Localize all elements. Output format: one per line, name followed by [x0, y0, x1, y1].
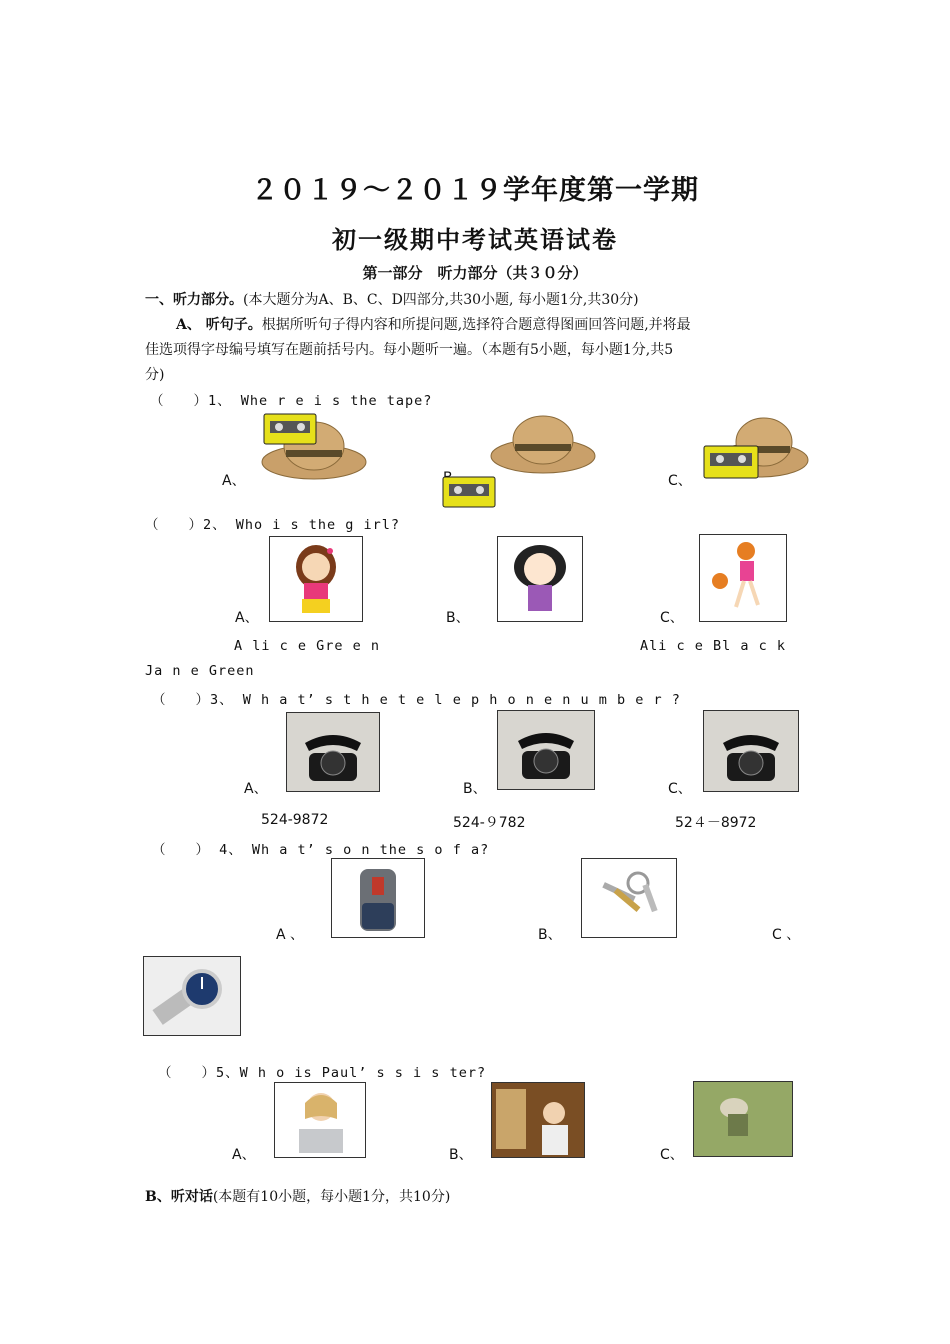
q3-caption-b: 524-９782 [453, 815, 526, 831]
q4-image-a-backpack [331, 858, 425, 938]
question-2: （ ）2、 Who i s the g irl? [145, 517, 401, 533]
question-4: （ ） 4、 Wh a t’ s o n the s o f a? [152, 842, 490, 858]
sectionB-line [145, 1186, 450, 1206]
q3-option-c: C、 [668, 781, 692, 797]
q2-option-c: C、 [660, 610, 684, 626]
keys-icon [582, 859, 676, 937]
q5-image-c-person-grass [693, 1081, 793, 1157]
q2-caption-c: Ja n e Green [145, 663, 255, 679]
q2-option-a: A、 [235, 610, 259, 626]
q3-image-a-telephone [286, 712, 380, 792]
question-3: （ ）3、 W h a t’ s t h e t e l e p h o n e n u m b e r ? [152, 692, 681, 708]
part-title: 第一部分 听力部分（共３０分） [362, 264, 588, 282]
q1-option-a: A、 [222, 473, 246, 489]
q2-image-a-girl [269, 536, 363, 622]
q2-caption-a: A li c e Gre e n [234, 638, 381, 654]
sectionB-label: B、听对话 [145, 1189, 213, 1205]
sectionB-note: (本题有10小题，每小题1分，共10分) [212, 1189, 451, 1205]
telephone-icon [287, 713, 379, 791]
telephone-icon [704, 711, 798, 791]
q1-image-b-tape [442, 476, 496, 510]
section1-heading: 一、听力部分。 [145, 292, 243, 308]
q5-option-a: A、 [232, 1147, 256, 1163]
telephone-icon [498, 711, 594, 789]
q4-image-c-watch [143, 956, 241, 1036]
q3-option-a: A、 [244, 781, 268, 797]
subA-text1: 根据所听句子得内容和所提问题,选择符合题意得图画回答问题,并将最 [261, 317, 691, 333]
q4-option-c: C 、 [772, 927, 801, 943]
q3-caption-a: 524-9872 [261, 812, 329, 828]
q5-option-b: B、 [449, 1147, 473, 1163]
q5-image-b-girl-reading [491, 1082, 585, 1158]
q4-image-b-keys [581, 858, 677, 938]
q3-caption-c: 52４－8972 [675, 815, 757, 831]
section1-heading-line [145, 289, 639, 309]
watch-icon [144, 957, 240, 1035]
subA-line2: 佳选项得字母编号填写在题前括号内。每小题听一遍。（本题有5小题，每小题1分,共5 [145, 342, 674, 358]
q1-image-b-hat [487, 406, 599, 476]
q2-caption-b: Ali c e Bl a c k [640, 638, 787, 654]
exam-title-line1: ２０１９～２０１９学年度第一学期 [251, 175, 699, 206]
backpack-icon [332, 859, 424, 937]
q2-image-b-girl [497, 536, 583, 622]
question-5: （ ）5、W h o is Paul’ s s i s ter? [158, 1065, 487, 1081]
q5-option-c: C、 [660, 1147, 684, 1163]
q5-image-a-girl-laptop [274, 1082, 366, 1158]
exam-title-line2: 初一级期中考试英语试卷 [332, 225, 618, 254]
subA-line3: 分) [145, 367, 165, 383]
q4-option-a: A 、 [276, 927, 305, 943]
q4-option-b: B、 [538, 927, 562, 943]
q2-option-b: B、 [446, 610, 470, 626]
q1-option-c: C、 [668, 473, 692, 489]
question-1: （ ）1、 Whe r e i s the tape? [150, 393, 433, 409]
q3-image-b-telephone [497, 710, 595, 790]
q1-image-a-hat-tape [258, 410, 368, 482]
q3-image-c-telephone [703, 710, 799, 792]
q1-image-c-hat-tape [700, 408, 812, 484]
q2-image-c-girl-basketball [699, 534, 787, 622]
tape-icon [264, 414, 316, 444]
section1-note: (本大题分为A、B、C、D四部分,共30小题, 每小题1分,共30分) [243, 292, 639, 308]
q3-option-b: B、 [463, 781, 487, 797]
subA-line1 [176, 314, 691, 334]
subA-label: A、 听句子。 [176, 317, 262, 333]
